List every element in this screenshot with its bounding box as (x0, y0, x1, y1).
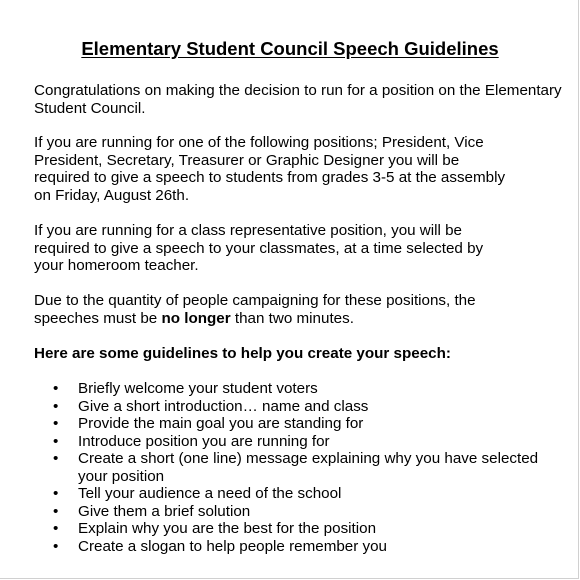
list-item (34, 503, 554, 521)
class-rep-paragraph-line: required to give a speech to your classmates, at a time selected by (34, 239, 484, 257)
list-item-text: Create a short (one line) message explaining why you have selected your position (78, 450, 539, 485)
list-item (34, 380, 554, 398)
bullet-icon: • (53, 450, 59, 467)
list-item (34, 398, 554, 416)
class-rep-paragraph (34, 222, 574, 275)
list-item (34, 485, 554, 503)
guidelines-heading: Here are some guidelines to help you create your speech: (34, 345, 451, 362)
bullet-icon: • (53, 502, 59, 520)
bullet-icon: • (53, 537, 59, 555)
bullet-icon: • (53, 380, 59, 397)
positions-paragraph-line: If you are running for one of the following positions; President, Vice (34, 134, 484, 151)
guidelines-list (34, 380, 554, 555)
positions-paragraph-line: on Friday, August 26th. (34, 186, 190, 204)
class-rep-paragraph-line: If you are running for a class representative position, you will be (34, 222, 463, 239)
positions-paragraph-line: required to give a speech to students from grades 3-5 at the assembly (34, 169, 506, 186)
intro-paragraph: Congratulations on making the decision to run for a position on the Elementary Student Council. (34, 82, 562, 117)
list-item-text: Explain why you are the best for the position (78, 520, 377, 537)
time-limit-text-before: speeches must be (34, 309, 162, 327)
class-rep-paragraph-line: your homeroom teacher. (34, 257, 199, 274)
time-limit-text-after: than two minutes. (230, 309, 354, 327)
list-item-text: Tell your audience a need of the school (78, 485, 342, 502)
list-item (34, 538, 554, 556)
bullet-icon: • (53, 520, 59, 537)
bullet-icon: • (53, 397, 59, 415)
bullet-icon: • (53, 485, 59, 502)
list-item-text: Give them a brief solution (78, 502, 251, 520)
bullet-icon: • (53, 432, 59, 450)
document-title: Elementary Student Council Speech Guidelines (81, 38, 499, 59)
list-item-text: Give a short introduction… name and class (78, 397, 369, 415)
positions-paragraph-line: President, Secretary, Treasurer or Graphic Designer you will be (34, 151, 460, 169)
bullet-icon: • (53, 415, 59, 432)
list-item-text: Introduce position you are running for (78, 432, 330, 450)
list-item-text: Create a slogan to help people remember you (78, 537, 388, 555)
list-item (34, 433, 554, 451)
positions-paragraph (34, 134, 574, 204)
time-limit-paragraph (34, 292, 574, 327)
time-limit-paragraph-line: Due to the quantity of people campaigning for these positions, the (34, 292, 476, 309)
list-item (34, 415, 554, 433)
list-item-text: Provide the main goal you are standing for (78, 415, 364, 432)
list-item-text: Briefly welcome your student voters (78, 380, 318, 397)
time-limit-emphasis: no longer (161, 309, 231, 327)
list-item (34, 520, 554, 538)
list-item (34, 450, 554, 485)
